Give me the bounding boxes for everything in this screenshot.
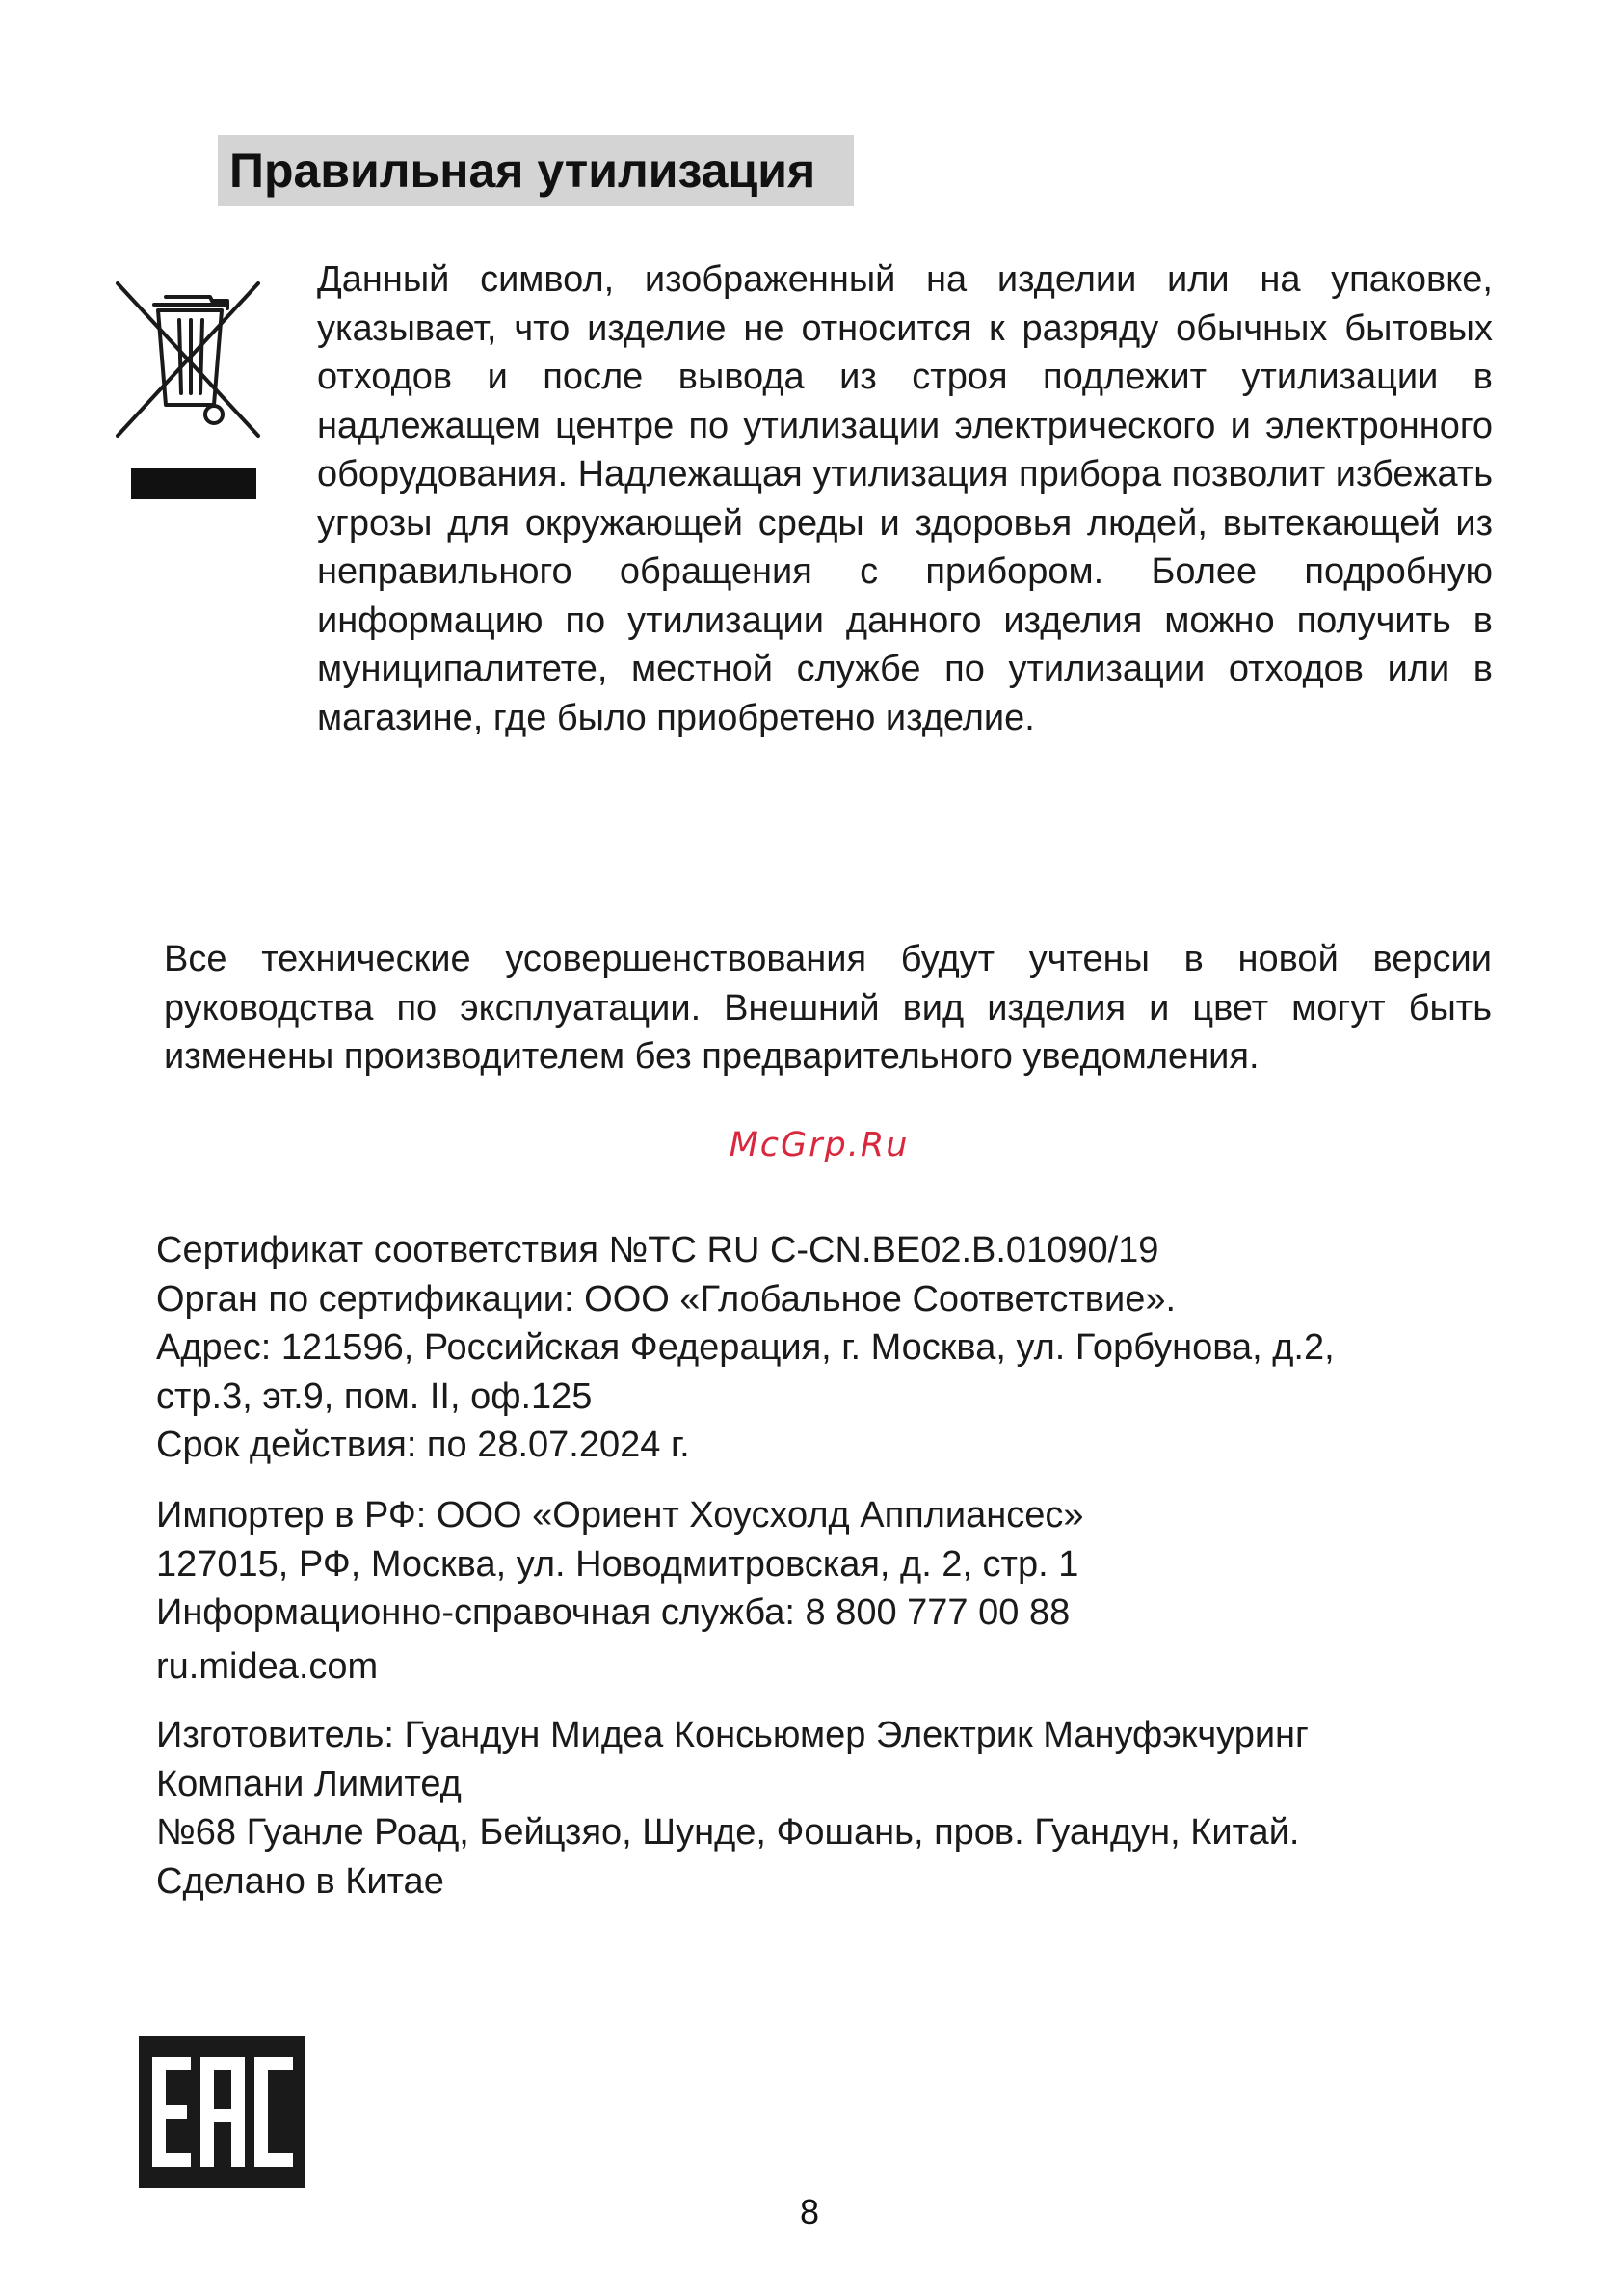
website-link[interactable]: ru.midea.com — [156, 1646, 379, 1687]
crossed-out-wheelie-bin-icon — [114, 278, 268, 441]
importer-line: 127015, РФ, Москва, ул. Новодмитровская, д. 2, стр. 1 — [156, 1543, 1079, 1585]
importer-line: Информационно-справочная служба: 8 800 777 00 88 — [156, 1592, 1071, 1633]
manufacturer-line: Компани Лимитед — [156, 1763, 462, 1804]
page-number: 8 — [799, 2192, 820, 2231]
certificate-block — [156, 1226, 1525, 1470]
watermark: McGrp.Ru — [729, 1126, 910, 1164]
eac-mark — [139, 2036, 305, 2188]
certificate-line: стр.3, эт.9, пом. II, оф.125 — [156, 1375, 593, 1417]
improvements-paragraph: Все технические усовершенствования будут учтены в новой версии руководства по эксплуатации. Внешний вид изделия и цвет могут быть изменены производителем без предварительного уведомления. — [164, 939, 1492, 1077]
manufacturer-line: Сделано в Китае — [156, 1860, 444, 1902]
disposal-paragraph: Данный символ, изображенный на изделии или на упаковке, указывает, что изделие не относится к разряду обычных бытовых отходов и после вывода из строя подлежит утилизации в надлежащем центре по утилизации электрического и электронного оборудования. Надлежащая утилизация прибора позволит избежать угрозы для окружающей среды и здоровья людей, вытекающей из неправильного обращения с прибором. Более подробную информацию по утилизации данного изделия можно получить в муниципалитете, местной службе по утилизации отходов или в магазине, где было приобретено изделие. — [317, 259, 1493, 738]
certificate-line: Орган по сертификации: ООО «Глобальное Соответствие». — [156, 1278, 1177, 1320]
importer-block — [156, 1491, 1525, 1638]
importer-line: Импортер в РФ: ООО «Ориент Хоусхолд Апплиансес» — [156, 1495, 1084, 1535]
manufacturer-block — [156, 1711, 1525, 1906]
certificate-line: Адрес: 121596, Российская Федерация, г. Москва, ул. Горбунова, д.2, — [156, 1327, 1335, 1368]
manufacturer-line: №68 Гуанле Роад, Бейцзяо, Шунде, Фошань, пров. Гуандун, Китай. — [156, 1812, 1300, 1853]
section-heading — [218, 135, 854, 206]
manufacturer-line: Изготовитель: Гуандун Мидеа Консьюмер Электрик Мануфэкчуринг — [156, 1715, 1309, 1755]
section-heading-text: Правильная утилизация — [229, 144, 816, 198]
certificate-line: Срок действия: по 28.07.2024 г. — [156, 1425, 690, 1465]
certificate-line: Сертификат соответствия №ТС RU C-CN.ВЕ02.В.01090/19 — [156, 1230, 1159, 1270]
weee-underline-bar — [131, 468, 256, 499]
